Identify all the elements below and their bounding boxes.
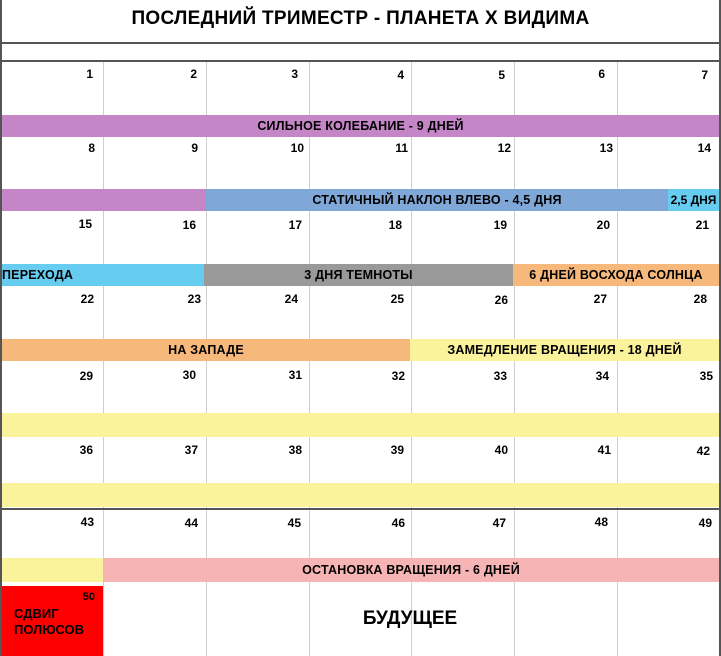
event-band: СТАТИЧНЫЙ НАКЛОН ВЛЕВО - 4,5 ДНЯ bbox=[206, 189, 668, 211]
day-number: 41 bbox=[597, 443, 611, 457]
day-number: 2 bbox=[190, 67, 197, 81]
day-number: 38 bbox=[288, 443, 302, 457]
day-number: 34 bbox=[595, 369, 609, 383]
event-band bbox=[2, 413, 719, 437]
event-band: ОСТАНОВКА ВРАЩЕНИЯ - 6 ДНЕЙ bbox=[103, 558, 719, 582]
day-number: 18 bbox=[388, 218, 402, 232]
day-number: 17 bbox=[288, 218, 302, 232]
day-number: 19 bbox=[493, 218, 507, 232]
event-band bbox=[2, 189, 206, 211]
event-band: СИЛЬНОЕ КОЛЕБАНИЕ - 9 ДНЕЙ bbox=[2, 115, 719, 137]
day-number: 40 bbox=[494, 443, 508, 457]
day-number: 15 bbox=[78, 217, 92, 231]
day-number: 5 bbox=[498, 68, 505, 82]
header-rule bbox=[0, 60, 721, 62]
event-band: 2,5 ДНЯ bbox=[668, 189, 719, 211]
day-number: 42 bbox=[696, 444, 710, 458]
day-number: 4 bbox=[397, 68, 404, 82]
day-number: 33 bbox=[493, 369, 507, 383]
day-number: 50 bbox=[82, 591, 95, 603]
day-number: 35 bbox=[699, 369, 713, 383]
pole-shift-cell bbox=[2, 586, 103, 656]
day-number: 16 bbox=[182, 218, 196, 232]
day-number: 26 bbox=[494, 293, 508, 307]
day-number: 20 bbox=[596, 218, 610, 232]
day-number: 31 bbox=[288, 368, 302, 382]
event-band bbox=[2, 483, 719, 507]
pole-shift-label-line: СДВИГ bbox=[14, 606, 59, 621]
day-number: 13 bbox=[599, 141, 613, 155]
day-number: 7 bbox=[701, 68, 708, 82]
day-number: 1 bbox=[86, 67, 93, 81]
day-number: 36 bbox=[79, 443, 93, 457]
day-number: 12 bbox=[497, 141, 511, 155]
day-number: 14 bbox=[697, 141, 711, 155]
event-band bbox=[2, 558, 103, 582]
day-number: 27 bbox=[593, 292, 607, 306]
week-rule bbox=[0, 508, 721, 510]
event-band: 6 ДНЕЙ ВОСХОДА СОЛНЦА bbox=[513, 264, 719, 286]
day-number: 47 bbox=[492, 516, 506, 530]
day-number: 25 bbox=[390, 292, 404, 306]
day-number: 3 bbox=[291, 67, 298, 81]
day-number: 24 bbox=[284, 292, 298, 306]
day-number: 9 bbox=[191, 141, 198, 155]
day-number: 28 bbox=[693, 292, 707, 306]
day-number: 45 bbox=[287, 516, 301, 530]
day-number: 8 bbox=[88, 141, 95, 155]
day-number: 6 bbox=[598, 67, 605, 81]
day-number: 22 bbox=[80, 292, 94, 306]
day-number: 29 bbox=[79, 369, 93, 383]
event-band: ЗАМЕДЛЕНИЕ ВРАЩЕНИЯ - 18 ДНЕЙ bbox=[410, 339, 719, 361]
day-number: 48 bbox=[594, 515, 608, 529]
pole-shift-label-line: ПОЛЮСОВ bbox=[14, 622, 85, 637]
future-label: БУДУЩЕЕ bbox=[362, 608, 458, 629]
day-number: 30 bbox=[182, 368, 196, 382]
day-number: 11 bbox=[395, 141, 408, 155]
day-number: 23 bbox=[187, 292, 201, 306]
title-rule bbox=[0, 42, 721, 44]
day-number: 32 bbox=[391, 369, 405, 383]
event-band: 3 ДНЯ ТЕМНОТЫ bbox=[204, 264, 513, 286]
day-number: 10 bbox=[290, 141, 304, 155]
day-number: 46 bbox=[391, 516, 405, 530]
day-number: 43 bbox=[80, 515, 94, 529]
day-number: 37 bbox=[184, 443, 198, 457]
page-title: ПОСЛЕДНИЙ ТРИМЕСТР - ПЛАНЕТА X ВИДИМА bbox=[131, 8, 590, 29]
day-number: 21 bbox=[695, 218, 709, 232]
pole-shift-label bbox=[14, 606, 84, 638]
day-number: 39 bbox=[390, 443, 404, 457]
event-band: НА ЗАПАДЕ bbox=[2, 339, 410, 361]
day-number: 44 bbox=[184, 516, 198, 530]
day-number: 49 bbox=[698, 516, 712, 530]
event-band: ПЕРЕХОДА bbox=[2, 264, 204, 286]
